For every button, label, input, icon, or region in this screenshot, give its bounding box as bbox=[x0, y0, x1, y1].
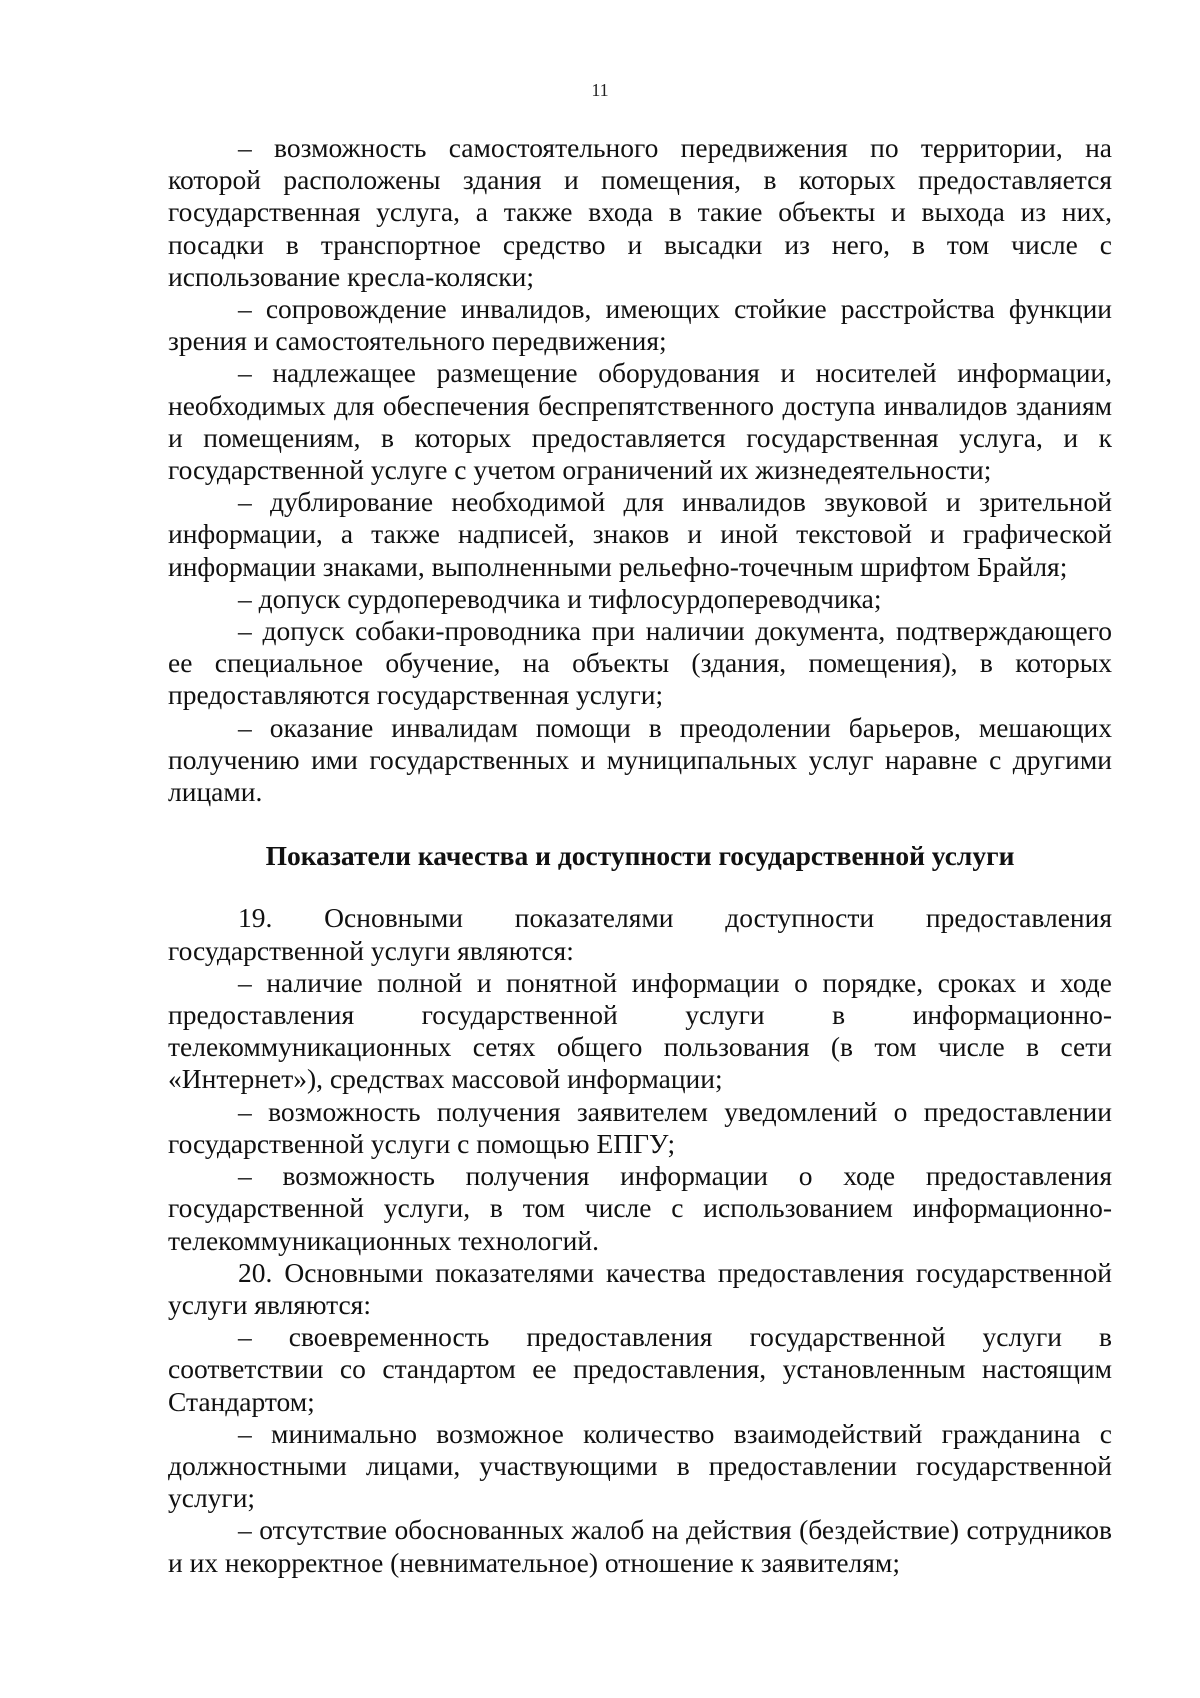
paragraph-progress-information: – возможность получения информации о ходе предоставления государственной услуги, в том числе с использованием информационно-телекоммуникационных технологий. bbox=[168, 1160, 1112, 1256]
paragraph-escort-disabled: – сопровождение инвалидов, имеющих стойкие расстройства функции зрения и самостоятельного передвижения; bbox=[168, 293, 1112, 357]
paragraph-item-20: 20. Основными показателями качества предоставления государственной услуги являются: bbox=[168, 1256, 1112, 1320]
paragraph-braille-duplication: – дублирование необходимой для инвалидов звуковой и зрительной информации, а также надписей, знаков и иной текстовой и графической информации знаками, выполненными рельефно-точечным шрифтом Брайля; bbox=[168, 486, 1112, 582]
paragraph-timeliness: – своевременность предоставления государственной услуги в соответствии со стандартом ее предоставления, установленным настоящим Стандартом; bbox=[168, 1321, 1112, 1417]
paragraph-item-19: 19. Основными показателями доступности предоставления государственной услуги являются: bbox=[168, 902, 1112, 966]
paragraph-guide-dog-admission: – допуск собаки-проводника при наличии документа, подтверждающего ее специальное обучение, на объекты (здания, помещения), в которых предоставляются государственная услуги; bbox=[168, 615, 1112, 711]
paragraph-minimal-interactions: – минимально возможное количество взаимодействий гражданина с должностными лицами, участвующими в предоставлении государственной услуги; bbox=[168, 1417, 1112, 1514]
paragraph-information-availability: – наличие полной и понятной информации о порядке, сроках и ходе предоставления государственной услуги в информационно-телекоммуникационных сетях общего пользования (в том числе в сети «Интернет»), средствах массовой информации; bbox=[168, 966, 1112, 1095]
paragraph-sign-interpreter-admission: – допуск сурдопереводчика и тифлосурдопереводчика; bbox=[238, 582, 882, 614]
paragraph-equipment-placement: – надлежащее размещение оборудования и носителей информации, необходимых для обеспечения беспрепятственного доступа инвалидов зданиям и помещениям, в которых предоставляется государственная услуга, и к государственной услуге с учетом ограничений их жизнедеятельности; bbox=[168, 357, 1112, 486]
section-heading-quality-indicators: Показатели качества и доступности государственной услуги bbox=[265, 840, 1015, 872]
paragraph-independent-movement: – возможность самостоятельного передвижения по территории, на которой расположены здания и помещения, в которых предоставляется государственная услуга, а также входа в такие объекты и выхода из них, посадки в транспортное средство и высадки из него, в том числе с использование кресла-коляски; bbox=[168, 132, 1112, 292]
paragraph-barrier-assistance: – оказание инвалидам помощи в преодолении барьеров, мешающих получению ими государственных и муниципальных услуг наравне с другими лицами. bbox=[168, 711, 1112, 808]
page-number: 11 bbox=[591, 80, 609, 100]
paragraph-epgu-notifications: – возможность получения заявителем уведомлений о предоставлении государственной услуги с помощью ЕПГУ; bbox=[168, 1095, 1112, 1159]
paragraph-no-complaints: – отсутствие обоснованных жалоб на действия (бездействие) сотрудников и их некорректное (невнимательное) отношение к заявителям; bbox=[168, 1514, 1112, 1578]
document-body bbox=[168, 132, 1112, 1579]
